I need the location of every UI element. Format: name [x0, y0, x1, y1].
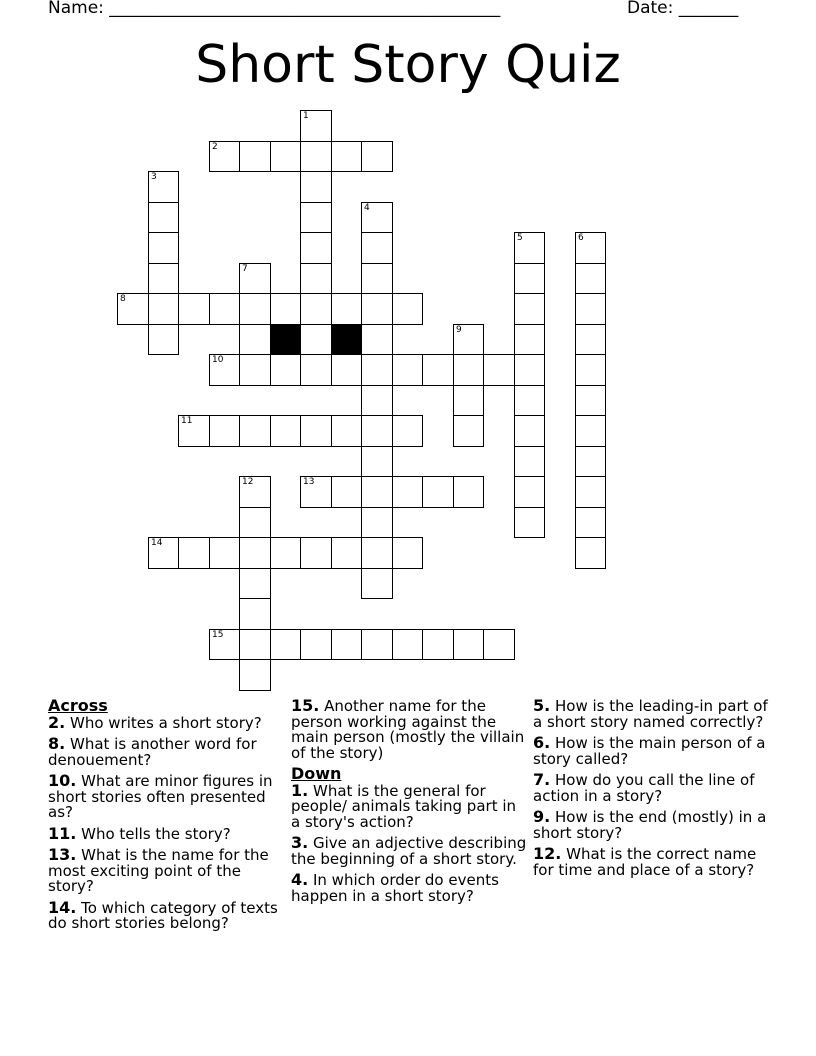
- grid-cell[interactable]: [148, 537, 179, 569]
- clue-item: [291, 698, 527, 761]
- grid-cell[interactable]: [148, 324, 179, 355]
- grid-cell[interactable]: [300, 171, 332, 203]
- grid-cell[interactable]: [514, 385, 545, 416]
- down-heading: Down: [291, 764, 342, 783]
- grid-cell[interactable]: [239, 537, 271, 569]
- grid-cell[interactable]: [270, 629, 301, 660]
- grid-cell[interactable]: [300, 110, 332, 142]
- grid-cell[interactable]: [575, 354, 606, 386]
- grid-cell[interactable]: [575, 507, 606, 538]
- grid-cell[interactable]: [361, 202, 393, 233]
- clue-item-number: 8.: [48, 734, 66, 753]
- grid-cell[interactable]: [514, 232, 545, 264]
- grid-cell[interactable]: [300, 537, 332, 569]
- grid-cell[interactable]: [453, 415, 484, 447]
- grid-cell[interactable]: [209, 141, 240, 172]
- across-clue-list-continued: [291, 698, 527, 761]
- clue-item-text: Who writes a short story?: [65, 713, 262, 732]
- grid-cell[interactable]: [453, 324, 484, 355]
- grid-cell[interactable]: [148, 293, 179, 325]
- clue-number: 15: [212, 630, 224, 640]
- grid-cell[interactable]: [575, 385, 606, 416]
- grid-cell[interactable]: [392, 415, 423, 447]
- grid-cell[interactable]: [392, 537, 423, 569]
- grid-cell[interactable]: [239, 293, 271, 325]
- clue-item-number: 2.: [48, 712, 66, 732]
- grid-cell[interactable]: [300, 415, 332, 447]
- grid-cell[interactable]: [239, 324, 271, 355]
- grid-cell[interactable]: [514, 415, 545, 447]
- clue-number: 10: [212, 355, 224, 365]
- clue-number: 6: [578, 233, 584, 243]
- clue-number: 8: [120, 294, 126, 304]
- grid-cell[interactable]: [514, 263, 545, 294]
- grid-cell[interactable]: [361, 232, 393, 264]
- grid-cell[interactable]: [117, 293, 149, 325]
- black-cell: [270, 324, 301, 355]
- grid-cell[interactable]: [300, 354, 332, 386]
- grid-cell[interactable]: [361, 385, 393, 416]
- clue-number: 7: [242, 264, 248, 274]
- clue-number: 13: [303, 477, 315, 487]
- black-cell: [331, 324, 362, 355]
- clue-number: 11: [181, 416, 193, 426]
- clue-number: 2: [212, 142, 218, 152]
- grid-cell[interactable]: [575, 446, 606, 477]
- clues-column-3: [533, 698, 773, 883]
- across-heading: Across: [48, 696, 108, 715]
- grid-cell[interactable]: [239, 629, 271, 660]
- clue-item: [533, 846, 773, 878]
- grid-cell[interactable]: [239, 415, 271, 447]
- grid-cell[interactable]: [422, 476, 454, 508]
- grid-cell[interactable]: [209, 293, 240, 325]
- grid-cell[interactable]: [514, 446, 545, 477]
- page-title: Short Story Quiz: [195, 35, 621, 95]
- date-field-label[interactable]: Date: _______: [627, 0, 739, 18]
- grid-cell[interactable]: [453, 476, 484, 508]
- clue-item-number: 12.: [533, 844, 562, 863]
- grid-cell[interactable]: [361, 537, 393, 569]
- grid-cell[interactable]: [178, 415, 210, 447]
- grid-cell[interactable]: [331, 141, 362, 172]
- clue-item-number: 14.: [48, 897, 77, 917]
- clue-item-text: To which category of texts do short stories belong?: [48, 898, 278, 932]
- clue-item: [291, 835, 527, 867]
- grid-cell[interactable]: [575, 324, 606, 355]
- clue-item-text: What is the general for people/ animals taking part in a story's action?: [291, 781, 517, 831]
- clue-number: 9: [456, 325, 462, 335]
- grid-cell[interactable]: [239, 598, 271, 630]
- clue-item-number: 7.: [533, 770, 551, 789]
- clue-item: [533, 772, 773, 804]
- down-clue-list-continued: [533, 698, 773, 878]
- grid-cell[interactable]: [300, 232, 332, 264]
- grid-cell[interactable]: [453, 385, 484, 416]
- grid-cell[interactable]: [239, 659, 271, 691]
- grid-cell[interactable]: [331, 415, 362, 447]
- name-field-label[interactable]: Name: ______________________________________________: [48, 0, 501, 18]
- grid-cell[interactable]: [331, 476, 362, 508]
- grid-cell[interactable]: [392, 476, 423, 508]
- clue-item-text: Give an adjective describing the beginning of a short story.: [291, 834, 527, 868]
- clue-item: [533, 698, 773, 730]
- grid-cell[interactable]: [178, 293, 210, 325]
- down-clue-list: [291, 780, 527, 905]
- clue-item-number: 4.: [291, 870, 309, 889]
- clue-item: [533, 809, 773, 841]
- grid-cell[interactable]: [331, 293, 362, 325]
- grid-cell[interactable]: [331, 354, 362, 386]
- clue-item: [48, 736, 284, 768]
- grid-cell[interactable]: [239, 141, 271, 172]
- grid-cell[interactable]: [575, 232, 606, 264]
- grid-cell[interactable]: [575, 537, 606, 569]
- clue-item-text: How is the leading-in part of a short story named correctly?: [533, 697, 768, 731]
- clue-number: 5: [517, 233, 523, 243]
- clue-item-text: Another name for the person working against the main person (mostly the villain of the story): [291, 697, 525, 762]
- grid-cell[interactable]: [148, 171, 179, 203]
- grid-cell[interactable]: [361, 354, 393, 386]
- clue-number: 12: [242, 477, 254, 487]
- grid-cell[interactable]: [361, 446, 393, 477]
- grid-cell[interactable]: [514, 507, 545, 538]
- clue-item: [533, 735, 773, 767]
- grid-cell[interactable]: [422, 354, 454, 386]
- clues-column-1: [48, 698, 284, 937]
- clue-item-text: What is the correct name for time and place of a story?: [533, 845, 757, 879]
- clue-item-text: What are minor figures in short stories often presented as?: [48, 772, 273, 821]
- clue-item-text: What is the name for the most exciting point of the story?: [48, 846, 269, 895]
- grid-cell[interactable]: [392, 354, 423, 386]
- grid-cell[interactable]: [300, 476, 332, 508]
- clue-item-number: 1.: [291, 780, 309, 800]
- grid-cell[interactable]: [575, 293, 606, 325]
- clue-item-number: 9.: [533, 807, 551, 826]
- grid-cell[interactable]: [361, 324, 393, 355]
- clue-item-number: 10.: [48, 771, 77, 790]
- grid-cell[interactable]: [361, 415, 393, 447]
- grid-cell[interactable]: [514, 293, 545, 325]
- clue-number: 1: [303, 111, 309, 121]
- grid-cell[interactable]: [239, 476, 271, 508]
- grid-cell[interactable]: [209, 415, 240, 447]
- clue-item-text: How do you call the line of action in a story?: [533, 771, 755, 805]
- clue-item-text: What is another word for denouement?: [48, 735, 257, 769]
- grid-cell[interactable]: [300, 141, 332, 172]
- grid-cell[interactable]: [270, 293, 301, 325]
- grid-cell[interactable]: [300, 629, 332, 660]
- grid-cell[interactable]: [453, 629, 484, 660]
- clue-number: 14: [151, 538, 163, 548]
- grid-cell[interactable]: [209, 354, 240, 386]
- grid-cell[interactable]: [361, 141, 393, 172]
- grid-cell[interactable]: [300, 293, 332, 325]
- grid-cell[interactable]: [239, 354, 271, 386]
- grid-cell[interactable]: [453, 354, 484, 386]
- grid-cell[interactable]: [270, 141, 301, 172]
- grid-cell[interactable]: [178, 537, 210, 569]
- grid-cell[interactable]: [422, 629, 454, 660]
- clue-item: [48, 823, 284, 843]
- grid-cell[interactable]: [392, 629, 423, 660]
- clue-item: [48, 712, 284, 732]
- grid-cell[interactable]: [300, 263, 332, 294]
- clue-item-text: How is the end (mostly) in a short story?: [533, 808, 767, 842]
- grid-cell[interactable]: [575, 476, 606, 508]
- grid-cell[interactable]: [361, 476, 393, 508]
- grid-cell[interactable]: [300, 202, 332, 233]
- clue-item-text: In which order do events happen in a short story?: [291, 871, 499, 905]
- grid-cell[interactable]: [361, 568, 393, 599]
- grid-cell[interactable]: [483, 629, 515, 660]
- grid-cell[interactable]: [148, 202, 179, 233]
- grid-cell[interactable]: [514, 324, 545, 355]
- clue-item: [48, 773, 284, 821]
- grid-cell[interactable]: [270, 354, 301, 386]
- grid-cell[interactable]: [148, 232, 179, 264]
- grid-cell[interactable]: [300, 324, 332, 355]
- clue-item-number: 5.: [533, 696, 551, 715]
- grid-cell[interactable]: [361, 507, 393, 538]
- clue-item-text: How is the main person of a story called?: [533, 734, 766, 768]
- clue-item-number: 3.: [291, 833, 309, 852]
- grid-cell[interactable]: [331, 629, 362, 660]
- across-clue-list: [48, 712, 284, 932]
- grid-cell[interactable]: [361, 263, 393, 294]
- clue-item-number: 11.: [48, 823, 77, 843]
- grid-cell[interactable]: [239, 263, 271, 294]
- grid-cell[interactable]: [209, 629, 240, 660]
- clue-item: [291, 780, 527, 831]
- clue-item-number: 15.: [291, 696, 320, 715]
- clue-number: 4: [364, 203, 370, 213]
- grid-cell[interactable]: [209, 537, 240, 569]
- grid-cell[interactable]: [361, 629, 393, 660]
- grid-cell[interactable]: [331, 537, 362, 569]
- grid-cell[interactable]: [392, 293, 423, 325]
- grid-cell[interactable]: [270, 415, 301, 447]
- grid-cell[interactable]: [483, 354, 515, 386]
- clue-item-number: 6.: [533, 733, 551, 752]
- grid-cell[interactable]: [361, 293, 393, 325]
- clue-item: [48, 897, 284, 932]
- grid-cell[interactable]: [270, 537, 301, 569]
- grid-cell[interactable]: [239, 568, 271, 599]
- clue-item-text: Who tells the story?: [76, 824, 231, 843]
- grid-cell[interactable]: [514, 476, 545, 508]
- grid-cell[interactable]: [148, 263, 179, 294]
- clue-item: [48, 847, 284, 895]
- grid-cell[interactable]: [514, 354, 545, 386]
- clue-item-number: 13.: [48, 845, 77, 864]
- clues-column-2: [291, 698, 527, 909]
- grid-cell[interactable]: [239, 507, 271, 538]
- grid-cell[interactable]: [575, 263, 606, 294]
- clue-number: 3: [151, 172, 157, 182]
- grid-cell[interactable]: [575, 415, 606, 447]
- clue-item: [291, 872, 527, 904]
